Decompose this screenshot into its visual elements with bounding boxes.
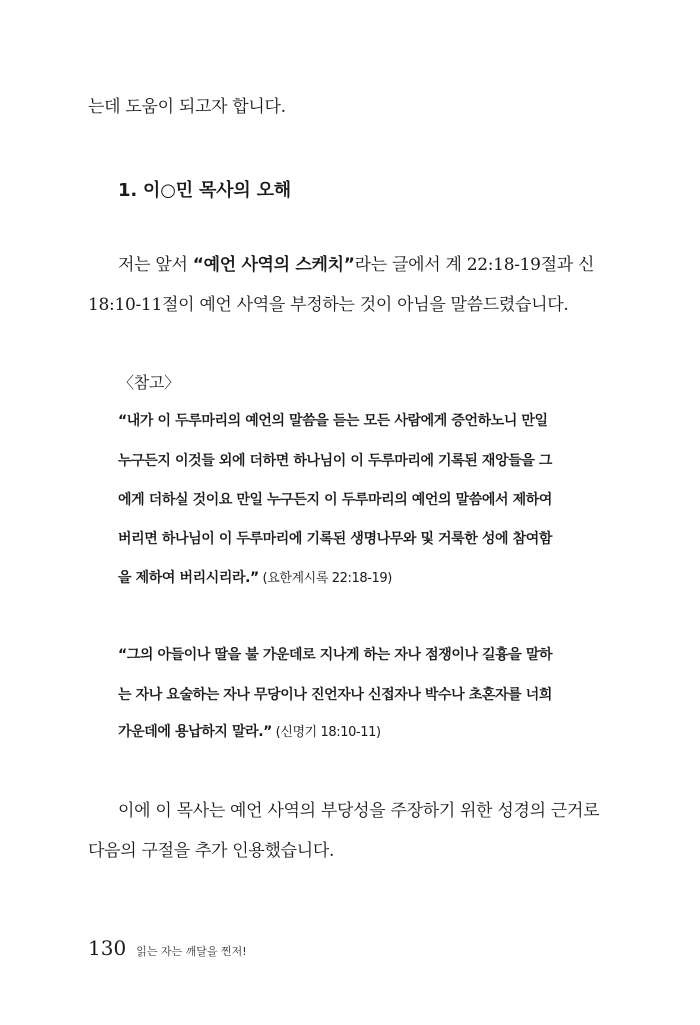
quote-1-citation: (요한계시록 22:18-19) (258, 571, 392, 586)
page-number: 130 (88, 936, 127, 960)
quote-1-line: 누구든지 이것들 외에 더하면 하나님이 이 두루마리에 기록된 재앙들을 그 (118, 453, 552, 469)
paragraph-2-line-1: 이에 이 목사는 예언 사역의 부당성을 주장하기 위한 성경의 근거로 (118, 801, 600, 821)
paragraph-2-line-2: 다음의 구절을 추가 인용했습니다. (88, 841, 335, 861)
paragraph-1-text: 라는 글에서 계 22:18-19절과 신 (354, 255, 595, 275)
paragraph-1-line-1 (118, 250, 594, 275)
continuation-line: 는데 도움이 되고자 합니다. (88, 97, 286, 117)
quote-2-line: 는 자나 요술하는 자나 무당이나 진언자나 신접자나 박수나 초혼자를 너희 (118, 687, 552, 703)
page-footer (88, 936, 247, 960)
quote-1-line: 버리면 하나님이 이 두루마리에 기록된 생명나무와 및 거룩한 성에 참여함 (118, 531, 552, 547)
running-title: 읽는 자는 깨달을 찐저! (136, 945, 247, 958)
quote-2-text: 가운데에 용납하지 말라.” (118, 724, 272, 740)
note-label: 〈참고〉 (118, 373, 180, 392)
quote-2-citation: (신명기 18:10-11) (271, 725, 381, 740)
quote-2-line: “그의 아들이나 딸을 불 가운데로 지나게 하는 자나 점쟁이나 길흉을 말하 (118, 647, 553, 663)
quote-2-last-line (118, 721, 381, 741)
quote-1-line: “내가 이 두루마리의 예언의 말씀을 듣는 모든 사람에게 증언하노니 만일 (118, 413, 548, 429)
paragraph-1-text: 저는 앞서 (118, 255, 193, 275)
section-heading: 1. 이○민 목사의 오해 (118, 180, 291, 201)
article-title-emphasis: “예언 사역의 스케치” (192, 255, 355, 275)
quote-1-line: 에게 더하실 것이요 만일 누구든지 이 두루마리의 예언의 말씀에서 제하여 (118, 492, 552, 508)
paragraph-1-line-2: 18:10-11절이 예언 사역을 부정하는 것이 아님을 말씀드렸습니다. (88, 295, 569, 315)
quote-1-last-line (118, 567, 392, 587)
quote-1-text: 을 제하여 버리시리라.” (118, 570, 259, 586)
